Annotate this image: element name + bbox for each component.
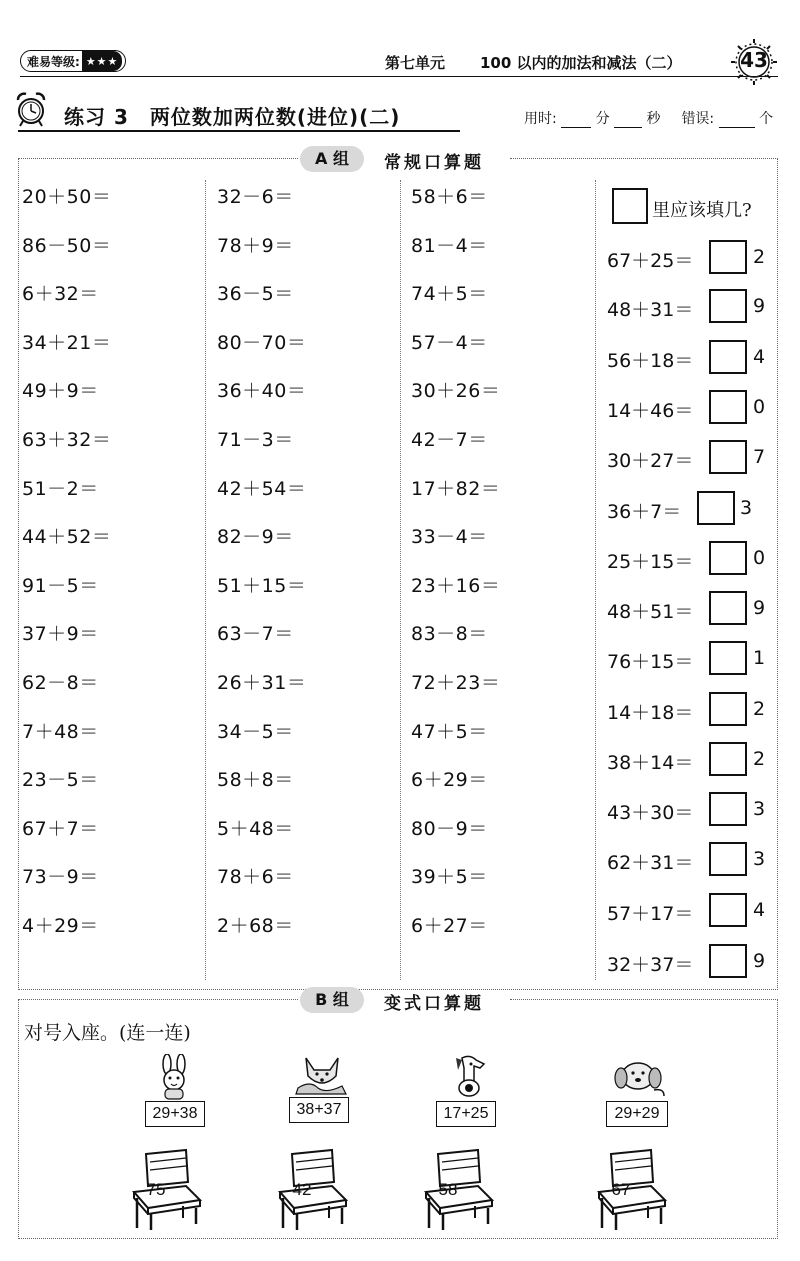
- arithmetic-problem: 67＋7＝: [22, 818, 99, 840]
- arithmetic-problem: 2＋68＝: [217, 915, 294, 937]
- arithmetic-problem: 44＋52＝: [22, 526, 112, 548]
- answer-box[interactable]: [709, 692, 747, 726]
- errors-label: 错误:: [681, 111, 715, 127]
- group-b-pill: B 组: [300, 987, 364, 1013]
- arithmetic-problem: 74＋5＝: [411, 283, 488, 305]
- arithmetic-problem: 63＋32＝: [22, 429, 112, 451]
- b-instruction: 对号入座。(连一连): [24, 1022, 191, 1044]
- group-b-rule-right: [510, 999, 778, 1000]
- column-separator: [400, 180, 401, 980]
- arithmetic-problem: 26＋31＝: [217, 672, 307, 694]
- arithmetic-problem: 81－4＝: [411, 235, 488, 257]
- arithmetic-problem: 36－5＝: [217, 283, 294, 305]
- trailing-digit: 1: [753, 647, 766, 669]
- group-a-pill: A 组: [300, 146, 364, 172]
- fill-problem: 32＋37＝: [607, 954, 694, 976]
- arithmetic-problem: 58＋8＝: [217, 769, 294, 791]
- answer-box[interactable]: [709, 641, 747, 675]
- arithmetic-problem: 73－9＝: [22, 866, 99, 888]
- dog-icon: [440, 1054, 500, 1100]
- rabbit-icon: [145, 1054, 205, 1100]
- arithmetic-problem: 51＋15＝: [217, 575, 307, 597]
- minutes-label: 分: [595, 111, 610, 127]
- title-underline: [18, 130, 460, 132]
- answer-box[interactable]: [709, 893, 747, 927]
- arithmetic-problem: 72＋23＝: [411, 672, 501, 694]
- arithmetic-problem: 47＋5＝: [411, 721, 488, 743]
- unit-name: 100 以内的加法和减法（二）: [480, 54, 682, 72]
- arithmetic-problem: 42－7＝: [411, 429, 488, 451]
- arithmetic-problem: 58＋6＝: [411, 186, 488, 208]
- answer-box[interactable]: [709, 390, 747, 424]
- arithmetic-problem: 37＋9＝: [22, 623, 99, 645]
- arithmetic-problem: 4＋29＝: [22, 915, 99, 937]
- arithmetic-problem: 6＋29＝: [411, 769, 488, 791]
- fill-title: 里应该填几?: [652, 200, 752, 221]
- chair-number: 75: [146, 1180, 166, 1199]
- count-label: 个: [759, 111, 774, 127]
- arithmetic-problem: 78＋9＝: [217, 235, 294, 257]
- difficulty-label: 难易等级:: [27, 54, 80, 69]
- arithmetic-problem: 23－5＝: [22, 769, 99, 791]
- trailing-digit: 2: [753, 698, 766, 720]
- timing-row: [524, 108, 773, 128]
- group-a-rule-left: [18, 158, 298, 159]
- unit-label: 第七单元: [385, 54, 446, 72]
- chair-number: 58: [438, 1180, 458, 1199]
- errors-blank[interactable]: [719, 113, 755, 128]
- fill-problem: 25＋15＝: [607, 551, 694, 573]
- answer-box[interactable]: [709, 541, 747, 575]
- fill-problem: 76＋15＝: [607, 651, 694, 673]
- arithmetic-problem: 86－50＝: [22, 235, 112, 257]
- arithmetic-problem: 6＋32＝: [22, 283, 99, 305]
- arithmetic-problem: 33－4＝: [411, 526, 488, 548]
- answer-box[interactable]: [709, 289, 747, 323]
- arithmetic-problem: 80－9＝: [411, 818, 488, 840]
- arithmetic-problem: 34－5＝: [217, 721, 294, 743]
- fill-problem: 14＋46＝: [607, 400, 694, 422]
- trailing-digit: 4: [753, 346, 766, 368]
- arithmetic-problem: 82－9＝: [217, 526, 294, 548]
- fill-problem: 43＋30＝: [607, 802, 694, 824]
- trailing-digit: 0: [753, 396, 766, 418]
- answer-box[interactable]: [709, 944, 747, 978]
- arithmetic-problem: 91－5＝: [22, 575, 99, 597]
- answer-box[interactable]: [709, 792, 747, 826]
- arithmetic-problem: 39＋5＝: [411, 866, 488, 888]
- arithmetic-problem: 7＋48＝: [22, 721, 99, 743]
- fill-problem: 38＋14＝: [607, 752, 694, 774]
- exercise-title: 练习 3 两位数加两位数(进位)(二): [64, 105, 401, 129]
- arithmetic-problem: 23＋16＝: [411, 575, 501, 597]
- page-number: 43: [740, 48, 768, 72]
- arithmetic-problem: 42＋54＝: [217, 478, 307, 500]
- answer-box[interactable]: [709, 742, 747, 776]
- arithmetic-problem: 51－2＝: [22, 478, 99, 500]
- fill-problem: 56＋18＝: [607, 350, 694, 372]
- group-b-heading: 变式口算题: [384, 994, 484, 1014]
- animal-expression: 38+37: [289, 1097, 349, 1123]
- minutes-blank[interactable]: [561, 113, 591, 128]
- trailing-digit: 0: [753, 547, 766, 569]
- alarm-clock-icon: [14, 90, 48, 128]
- answer-box[interactable]: [709, 842, 747, 876]
- animal-expression: 17+25: [436, 1101, 496, 1127]
- answer-box[interactable]: [709, 591, 747, 625]
- trailing-digit: 9: [753, 950, 766, 972]
- trailing-digit: 9: [753, 597, 766, 619]
- answer-box[interactable]: [709, 240, 747, 274]
- trailing-digit: 9: [753, 295, 766, 317]
- fill-problem: 62＋31＝: [607, 852, 694, 874]
- arithmetic-problem: 20＋50＝: [22, 186, 112, 208]
- arithmetic-problem: 34＋21＝: [22, 332, 112, 354]
- fill-problem: 57＋17＝: [607, 903, 694, 925]
- column-separator: [595, 180, 596, 980]
- arithmetic-problem: 63－7＝: [217, 623, 294, 645]
- difficulty-stars: ★★★: [82, 51, 123, 71]
- fill-problem: 48＋51＝: [607, 601, 694, 623]
- group-b-rule-left: [18, 999, 298, 1000]
- trailing-digit: 4: [753, 899, 766, 921]
- answer-box[interactable]: [709, 340, 747, 374]
- answer-box[interactable]: [709, 440, 747, 474]
- arithmetic-problem: 80－70＝: [217, 332, 307, 354]
- arithmetic-problem: 57－4＝: [411, 332, 488, 354]
- arithmetic-problem: 36＋40＝: [217, 380, 307, 402]
- trailing-digit: 3: [753, 848, 766, 870]
- difficulty-badge: [20, 50, 126, 72]
- arithmetic-problem: 32－6＝: [217, 186, 294, 208]
- group-a-heading: 常规口算题: [384, 153, 484, 173]
- fill-title-box: [612, 188, 648, 224]
- fill-problem: 67＋25＝: [607, 250, 694, 272]
- fill-problem: 48＋31＝: [607, 299, 694, 321]
- trailing-digit: 3: [753, 798, 766, 820]
- puppy-icon: [608, 1054, 668, 1100]
- fill-problem: 14＋18＝: [607, 702, 694, 724]
- seconds-blank[interactable]: [614, 113, 642, 128]
- arithmetic-problem: 6＋27＝: [411, 915, 488, 937]
- arithmetic-problem: 78＋6＝: [217, 866, 294, 888]
- arithmetic-problem: 83－8＝: [411, 623, 488, 645]
- arithmetic-problem: 62－8＝: [22, 672, 99, 694]
- arithmetic-problem: 49＋9＝: [22, 380, 99, 402]
- trailing-digit: 2: [753, 748, 766, 770]
- time-label: 用时:: [524, 111, 557, 127]
- fill-problem: 30＋27＝: [607, 450, 694, 472]
- seconds-label: 秒: [646, 111, 661, 127]
- trailing-digit: 2: [753, 246, 766, 268]
- animal-expression: 29+38: [145, 1101, 205, 1127]
- fox-icon: [292, 1050, 352, 1096]
- column-separator: [205, 180, 206, 980]
- arithmetic-problem: 17＋82＝: [411, 478, 501, 500]
- fill-problem: 36＋7＝: [607, 501, 682, 523]
- arithmetic-problem: 71－3＝: [217, 429, 294, 451]
- header-divider: [20, 76, 778, 77]
- chair-number: 42: [292, 1180, 312, 1199]
- answer-box[interactable]: [697, 491, 735, 525]
- trailing-digit: 7: [753, 446, 766, 468]
- arithmetic-problem: 5＋48＝: [217, 818, 294, 840]
- chair-number: 67: [611, 1180, 631, 1199]
- trailing-digit: 3: [740, 497, 753, 519]
- animal-expression: 29+29: [606, 1101, 668, 1127]
- arithmetic-problem: 30＋26＝: [411, 380, 501, 402]
- group-a-rule-right: [510, 158, 778, 159]
